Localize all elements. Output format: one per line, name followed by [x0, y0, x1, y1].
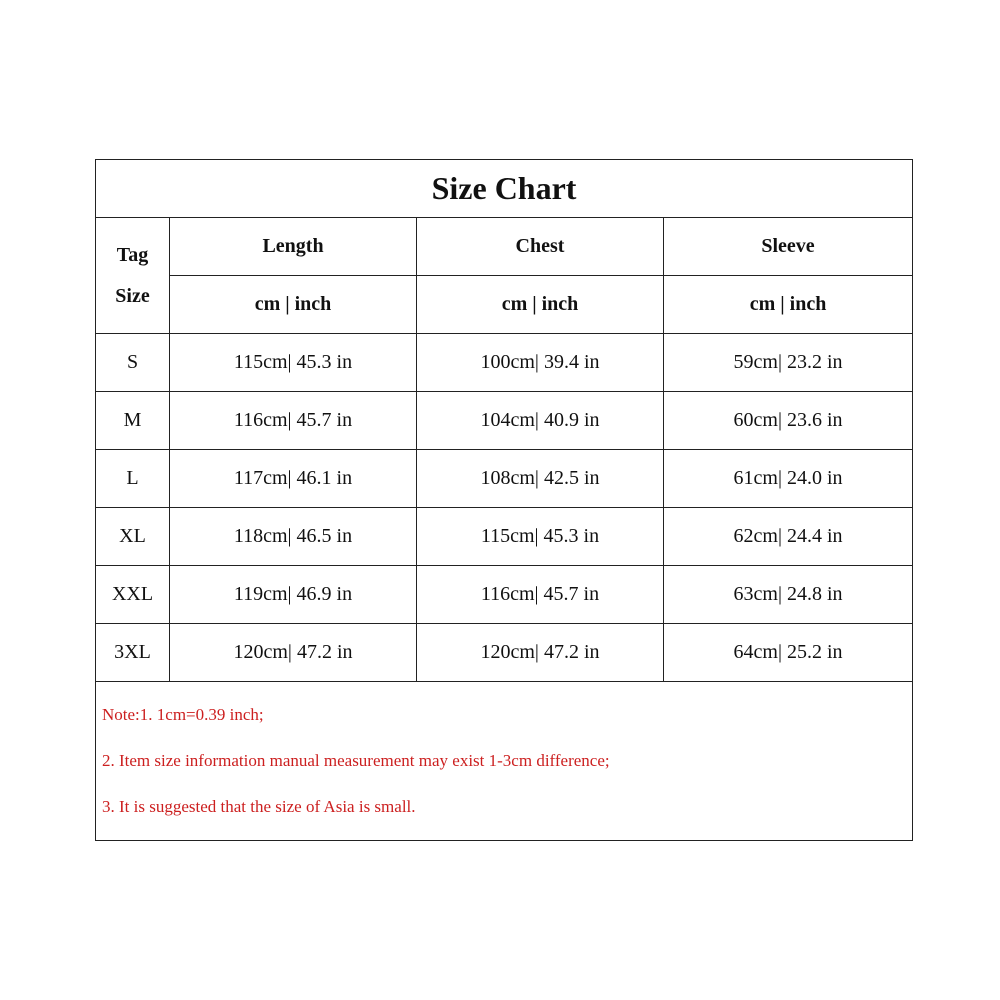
length-cell: 117cm| 46.1 in	[170, 450, 417, 508]
table-row	[96, 392, 913, 450]
size-cell: S	[96, 334, 170, 392]
column-header-sleeve: Sleeve	[664, 218, 913, 276]
column-header-length: Length	[170, 218, 417, 276]
sleeve-cell: 62cm| 24.4 in	[664, 508, 913, 566]
size-cell: M	[96, 392, 170, 450]
note-line-2: 2. Item size information manual measurement may exist 1-3cm difference;	[102, 751, 610, 770]
size-chart-table	[95, 159, 913, 841]
title-row	[96, 160, 913, 218]
size-cell: L	[96, 450, 170, 508]
tag-size-header-line-2: Size	[115, 284, 150, 307]
notes-row	[96, 682, 913, 841]
length-cell: 119cm| 46.9 in	[170, 566, 417, 624]
table-row	[96, 450, 913, 508]
unit-label-chest: cm | inch	[417, 276, 664, 334]
chart-title: Size Chart	[96, 160, 913, 218]
chest-cell: 108cm| 42.5 in	[417, 450, 664, 508]
unit-label-length: cm | inch	[170, 276, 417, 334]
table-row	[96, 566, 913, 624]
size-cell: 3XL	[96, 624, 170, 682]
tag-size-header-line-1: Tag	[116, 243, 149, 266]
sleeve-cell: 64cm| 25.2 in	[664, 624, 913, 682]
sleeve-cell: 61cm| 24.0 in	[664, 450, 913, 508]
sleeve-cell: 63cm| 24.8 in	[664, 566, 913, 624]
length-cell: 118cm| 46.5 in	[170, 508, 417, 566]
length-cell: 120cm| 47.2 in	[170, 624, 417, 682]
chest-cell: 104cm| 40.9 in	[417, 392, 664, 450]
chest-cell: 120cm| 47.2 in	[417, 624, 664, 682]
notes-section	[96, 682, 913, 841]
length-cell: 116cm| 45.7 in	[170, 392, 417, 450]
length-cell: 115cm| 45.3 in	[170, 334, 417, 392]
tag-size-header	[96, 218, 170, 334]
unit-header-row	[96, 276, 913, 334]
chest-cell: 115cm| 45.3 in	[417, 508, 664, 566]
column-header-chest: Chest	[417, 218, 664, 276]
table-row	[96, 624, 913, 682]
note-line-1: Note:1. 1cm=0.39 inch;	[102, 705, 264, 724]
table-row	[96, 334, 913, 392]
column-header-row	[96, 218, 913, 276]
chest-cell: 100cm| 39.4 in	[417, 334, 664, 392]
chest-cell: 116cm| 45.7 in	[417, 566, 664, 624]
table-row	[96, 508, 913, 566]
size-cell: XL	[96, 508, 170, 566]
size-cell: XXL	[96, 566, 170, 624]
sleeve-cell: 60cm| 23.6 in	[664, 392, 913, 450]
sleeve-cell: 59cm| 23.2 in	[664, 334, 913, 392]
unit-label-sleeve: cm | inch	[664, 276, 913, 334]
note-line-3: 3. It is suggested that the size of Asia is small.	[102, 797, 416, 816]
